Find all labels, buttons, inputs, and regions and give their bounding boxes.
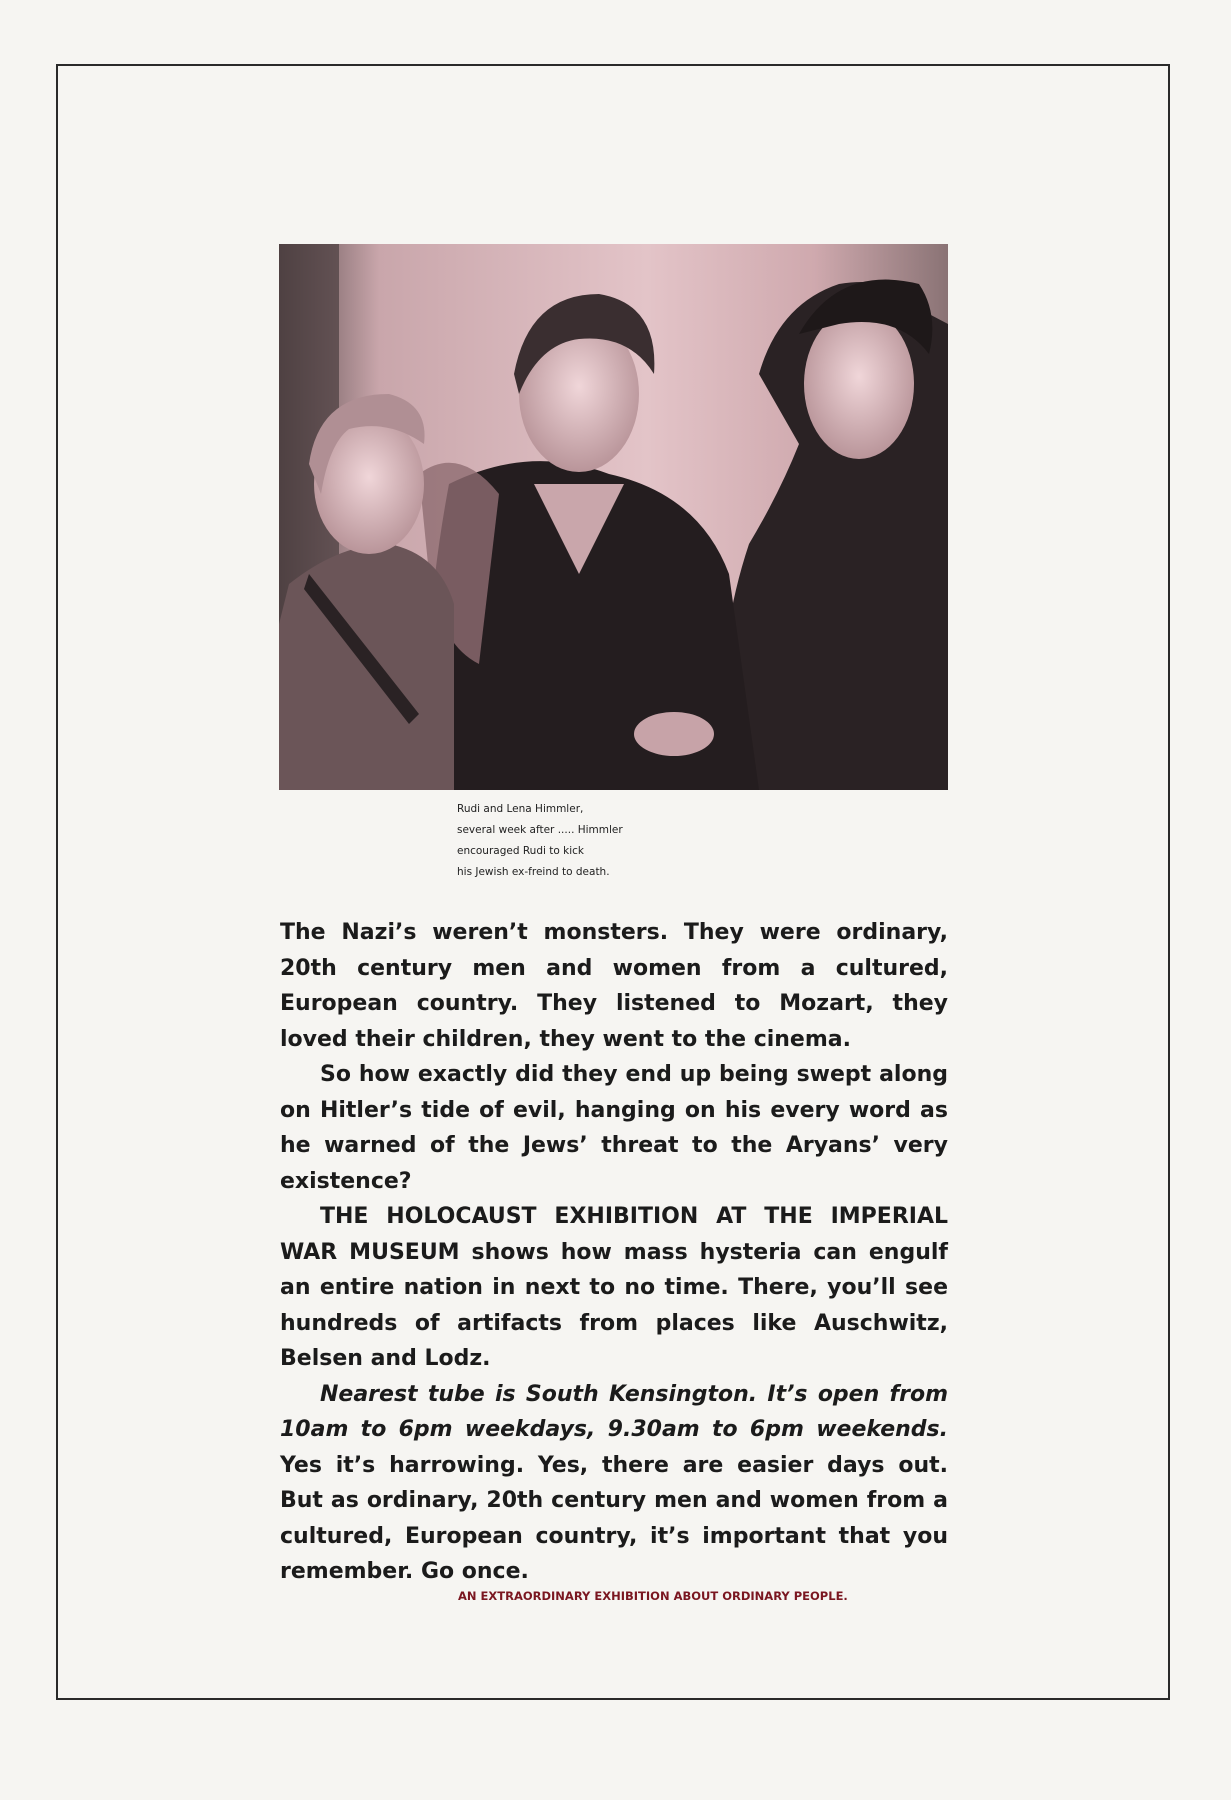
paragraph-1: The Nazi’s weren’t monsters. They were ordinary, 20th century men and women from a cultured, European country. They listened to Mozart, they loved their children, they went to the cinema.	[280, 920, 948, 1052]
caption-line: Rudi and Lena Himmler,	[457, 803, 584, 815]
caption-line: his Jewish ex-freind to death.	[457, 866, 610, 878]
caption-line: encouraged Rudi to kick	[457, 845, 584, 857]
tagline: AN EXTRAORDINARY EXHIBITION ABOUT ORDINARY PEOPLE.	[458, 1589, 848, 1603]
photograph-icon	[279, 244, 948, 790]
paragraph-4	[280, 1377, 948, 1590]
caption-line: several week after ..... Himmler	[457, 824, 623, 836]
body-copy	[280, 915, 948, 1590]
paragraph-4-rest: Yes it’s harrowing. Yes, there are easier days out. But as ordinary, 20th century men and women from a cultured, European country, it’s important that you remember. Go once.	[280, 1452, 948, 1584]
photo-caption	[457, 799, 717, 883]
paragraph-4-italic: Nearest tube is South Kensington. It’s open from 10am to 6pm weekdays, 9.30am to 6pm weekends.	[280, 1381, 948, 1442]
paragraph-3: THE HOLOCAUST EXHIBITION AT THE IMPERIAL WAR MUSEUM shows how mass hysteria can engulf an entire nation in next to no time. There, you’ll see hundreds of artifacts from places like Auschwitz, Belsen and Lodz.	[280, 1204, 948, 1371]
paragraph-2: So how exactly did they end up being swept along on Hitler’s tide of evil, hanging on his every word as he warned of the Jews’ threat to the Aryans’ very existence?	[280, 1062, 948, 1194]
family-photograph	[279, 244, 948, 790]
